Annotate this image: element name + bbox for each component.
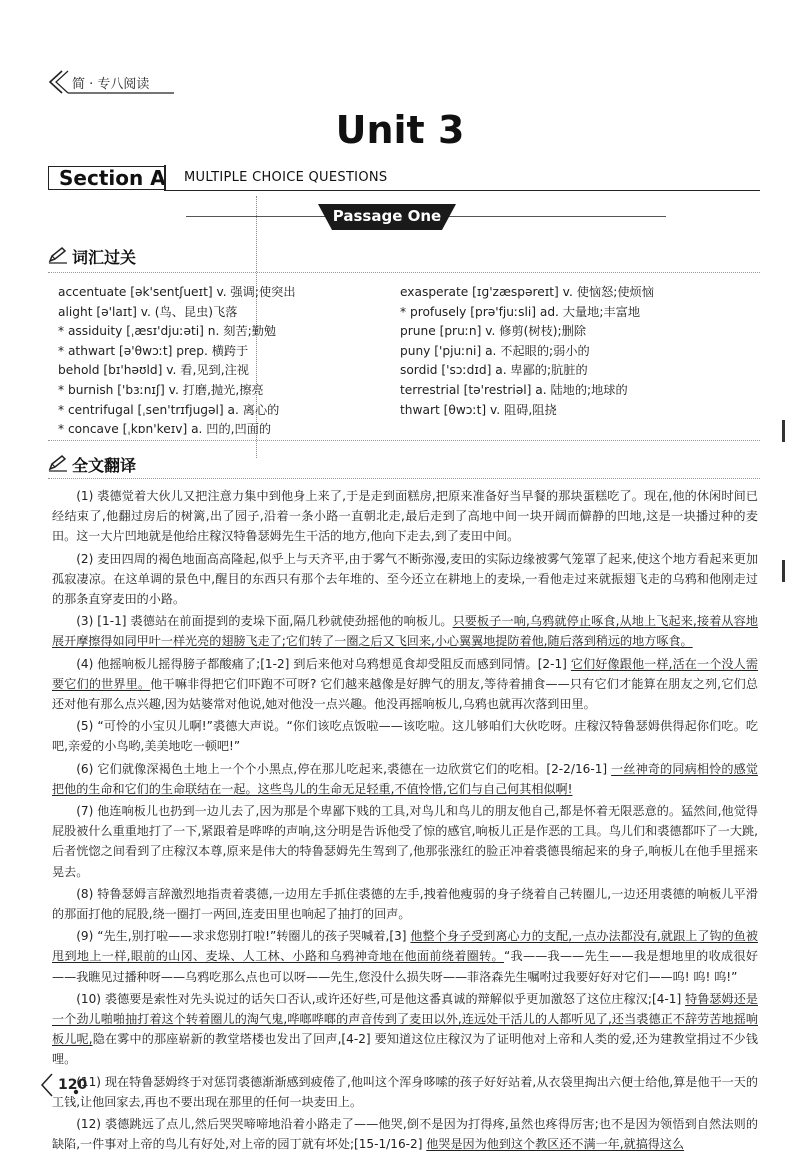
underlined-answer-text: 他哭是因为他到这个教区还不满一年,就搞得这么: [426, 1137, 685, 1152]
vocab-entry: * centrifugal [ˌsen'trɪfjuɡəl] a. 离心的: [58, 402, 280, 417]
vocab-entry: * concave [ˌkɒn'keɪv] a. 凹的,凹面的: [58, 422, 272, 437]
vocab-bottom-rule: [48, 440, 760, 441]
translation-body: [52, 486, 758, 1157]
underlined-answer-text: 特鲁瑟姆还是一个劲儿啪啪抽打着这个转着圈儿的淘气鬼,哗啷哗啷的声音传到了麦田以外,连远处干活儿的人都听见了,还当裘德正不辞劳苦地摇响板儿呢,: [52, 991, 758, 1047]
paragraph-text: 他干嘛非得把它们吓跑不可呀? 它们越来越像是好脾气的朋友,等待着捕食——只有它们才能算在朋友之列,它们总还对他有那么点兴趣,因为姑婆常对他说,她对他没一点兴趣。他没再摇响板儿,乌鸦也就再次落到田里。: [52, 676, 758, 712]
underlined-answer-text: 一丝神奇的同病相怜的感觉把他的生命和它们的生命联结在一起。这些鸟儿的生命无足轻重,不值怜惜,它们与自己何其相似啊!: [52, 761, 758, 796]
translation-paragraph: [52, 654, 758, 715]
section-box-corner: [164, 165, 172, 191]
translation-paragraph: [52, 611, 758, 651]
translation-paragraph: [52, 926, 758, 987]
pencil-icon: [48, 454, 68, 472]
paragraph-text: (5) “可怜的小宝贝儿啊!”裘德大声说。“你们该吃点饭啦——该吃啦。这儿够咱们大伙吃呀。庄稼汉特鲁瑟姆供得起你们吃。吃吧,亲爱的小鸟哟,美美地吃一顿吧!”: [52, 719, 758, 754]
passage-banner: [318, 204, 456, 230]
paragraph-text: (2) 麦田四周的褐色地面高高隆起,似乎上与天齐平,由于雾气不断弥漫,麦田的实际边缘被雾气笼罩了起来,使这个地方看起来更加孤寂凄凉。在这单调的景色中,醒目的东西只有那个去年堆的、至今还立在耕地上的麦垛,一看他走过来就振翅飞走的乌鸦和他刚走过的那条直穿麦田的小路。: [52, 551, 758, 607]
translation-paragraph: [52, 989, 758, 1070]
vocab-entry: * profusely [prə'fjuːsli] ad. 大量地;丰富地: [400, 304, 641, 319]
paragraph-text: (9) “先生,别打啦——求求您别打啦!”转圈儿的孩子哭喊着,[3]: [76, 929, 411, 944]
vocab-entry: alight [ə'laɪt] v. (鸟、昆虫)飞落: [58, 304, 238, 319]
paragraph-text: 隐在雾中的那座崭新的教堂塔楼也发出了回声,[4-2] 要知道这位庄稼汉为了证明他对上帝和人类的爱,还为建教堂捐过不少钱哩。: [52, 1032, 758, 1067]
vocab-heading-text: 词汇过关: [72, 248, 137, 267]
underlined-answer-text: 他整个身子受到离心力的支配,一点办法都没有,就跟上了钩的鱼被甩到地上一样,眼前的山冈、麦垛、人工林、小路和乌鸦神奇地在他面前绕着圈转。: [52, 929, 758, 964]
book-series-label: 简 · 专八阅读: [72, 77, 150, 92]
translation-paragraph: [52, 716, 758, 756]
translation-paragraph: [52, 549, 758, 610]
translation-heading-text: 全文翻译: [72, 456, 137, 475]
pencil-icon: [48, 246, 68, 264]
vocab-entry: accentuate [ək'sentʃueɪt] v. 强调;使突出: [58, 285, 296, 299]
paragraph-text: (10) 裘德要是索性对先头说过的话矢口否认,或许还好些,可是他这番真诚的辩解似乎更加激怒了这位庄稼汉;[4-1]: [76, 991, 686, 1006]
passage-label: Passage One: [332, 207, 442, 225]
paragraph-text: (1) 裘德觉着大伙儿又把注意力集中到他身上来了,于是走到面糕房,把原来准备好当早餐的那块蛋糕吃了。现在,他的休闲时间已经结束了,他翻过房后的树篱,出了园子,沿着一条小路一直朝北走,最后走到了高地中间一块开阔而僻静的凹地,这是一块播过种的麦田。这一大片凹地就是他给庄稼汉特鲁瑟姆先生干活的地方,他向下走去,到了麦田中间。: [52, 489, 758, 544]
translation-paragraph: [52, 759, 758, 799]
vocab-list-right: [400, 283, 654, 420]
margin-mark: [782, 420, 785, 442]
book-series-tag: [40, 68, 180, 96]
unit-title: Unit 3: [335, 108, 465, 152]
translation-paragraph: [52, 801, 758, 882]
vocab-top-rule: [48, 272, 760, 273]
vocab-entry: behold [bɪ'həʊld] v. 看,见到,注视: [58, 363, 249, 378]
vocab-entry: * athwart [ə'θwɔːt] prep. 横跨于: [58, 343, 249, 358]
paragraph-text: (3) [1-1] 裘德站在前面提到的麦垛下面,隔几秒就使劲摇他的响板儿。: [76, 614, 453, 629]
vocab-entry: exasperate [ɪɡ'zæspəreɪt] v. 使恼怒;使烦恼: [400, 285, 654, 299]
translation-paragraph: [52, 486, 758, 547]
vocab-entry: terrestrial [tə'restriəl] a. 陆地的;地球的: [400, 382, 628, 397]
translation-paragraph: [52, 884, 758, 924]
vocab-entry: puny ['pjuːni] a. 不起眼的;弱小的: [400, 343, 590, 358]
underlined-answer-text: 只要板子一响,乌鸦就停止啄食,从地上飞起来,接着从容地展开摩擦得如同甲叶一样光亮的翅膀飞走了;它们转了一圈之后又飞回来,小心翼翼地提防着他,随后落到稍远的地方啄食。: [52, 614, 758, 649]
section-label: Section A: [59, 166, 166, 190]
translation-paragraph: [52, 1114, 758, 1154]
margin-mark: [782, 560, 785, 582]
paragraph-text: (7) 他连响板儿也扔到一边儿去了,因为那是个卑鄙下贱的工具,对鸟儿和鸟儿的朋友他自己,都是怀着无限恶意的。猛然间,他觉得屁股被什么重重地打了一下,紧跟着是哗哗的声响,这分明是告诉他受了惊的感官,响板儿正是作恶的工具。鸟儿们和裘德都吓了一大跳,后者恍惚之间看到了庄稼汉本尊,原来是伟大的特鲁瑟姆先生驾到了,他那张涨红的脸正冲着裘德畏缩起来的身子,响板儿在他手里摇来晃去。: [52, 804, 758, 879]
vocab-entry: thwart [θwɔːt] v. 阻碍,阻挠: [400, 402, 557, 417]
page-number-badge: [40, 1072, 88, 1098]
section-label-box: [48, 166, 166, 190]
vocab-entry: * assiduity [ˌæsɪ'djuːəti] n. 刻苦;勤勉: [58, 324, 277, 339]
section-subtitle: MULTIPLE CHOICE QUESTIONS: [184, 170, 388, 185]
paragraph-text: (6) 它们就像深褐色土地上一个个小黑点,停在那儿吃起来,裘德在一边欣赏它们的吃相。[2-2/16-1]: [76, 761, 612, 776]
vocab-entry: * burnish ['bɜːnɪʃ] v. 打磨,抛光,擦亮: [58, 382, 264, 397]
section-underline: [166, 190, 760, 191]
vocab-entry: sordid ['sɔːdɪd] a. 卑鄙的;肮脏的: [400, 363, 588, 378]
translation-top-rule: [48, 478, 760, 479]
translation-paragraph: [52, 1072, 758, 1112]
vocab-list-left: [58, 283, 296, 440]
paragraph-text: (4) 他摇响板儿摇得膀子都酸痛了;[1-2] 到后来他对乌鸦想觅食却受阻反而感到同情。[2-1]: [76, 656, 571, 671]
page-number: 120: [58, 1077, 88, 1093]
section-header: [48, 166, 760, 192]
paragraph-text: (8) 特鲁瑟姆言辞激烈地指责着裘德,一边用左手抓住裘德的左手,拽着他瘦弱的身子绕着自己转圈儿,一边还用裘德的响板儿平滑的那面打他的屁股,绕一圈打一两回,连麦田里也响起了抽打的回声。: [52, 886, 758, 922]
vocab-entry: prune [pruːn] v. 修剪(树枝);删除: [400, 324, 587, 339]
underlined-answer-text: 它们好像跟他一样,活在一个没人需要它们的世界里。: [52, 656, 758, 691]
paragraph-text: “我——我——先生——我是想地里的收成很好——我瞧见过播种呀——乌鸦吃那么点也可以呀——先生,您没什么损失呀——菲洛森先生嘱咐过我要好好对它们——呜! 呜! 呜!”: [52, 949, 758, 984]
paragraph-text: (11) 现在特鲁瑟姆终于对惩罚裘德渐渐感到疲倦了,他叫这个浑身哆嗦的孩子好好站着,从衣袋里掏出六便士给他,算是他干一天的工钱,让他回家去,再也不要出现在那里的任何一块麦田上。: [52, 1074, 758, 1109]
paragraph-text: (12) 裘德跳远了点儿,然后哭哭啼啼地沿着小路走了——他哭,倒不是因为打得疼,虽然也疼得厉害;也不是因为领悟到自然法则的缺陷,一件事对上帝的鸟儿有好处,对上帝的园丁就有坏处;[15-1/16-2]: [52, 1117, 758, 1152]
